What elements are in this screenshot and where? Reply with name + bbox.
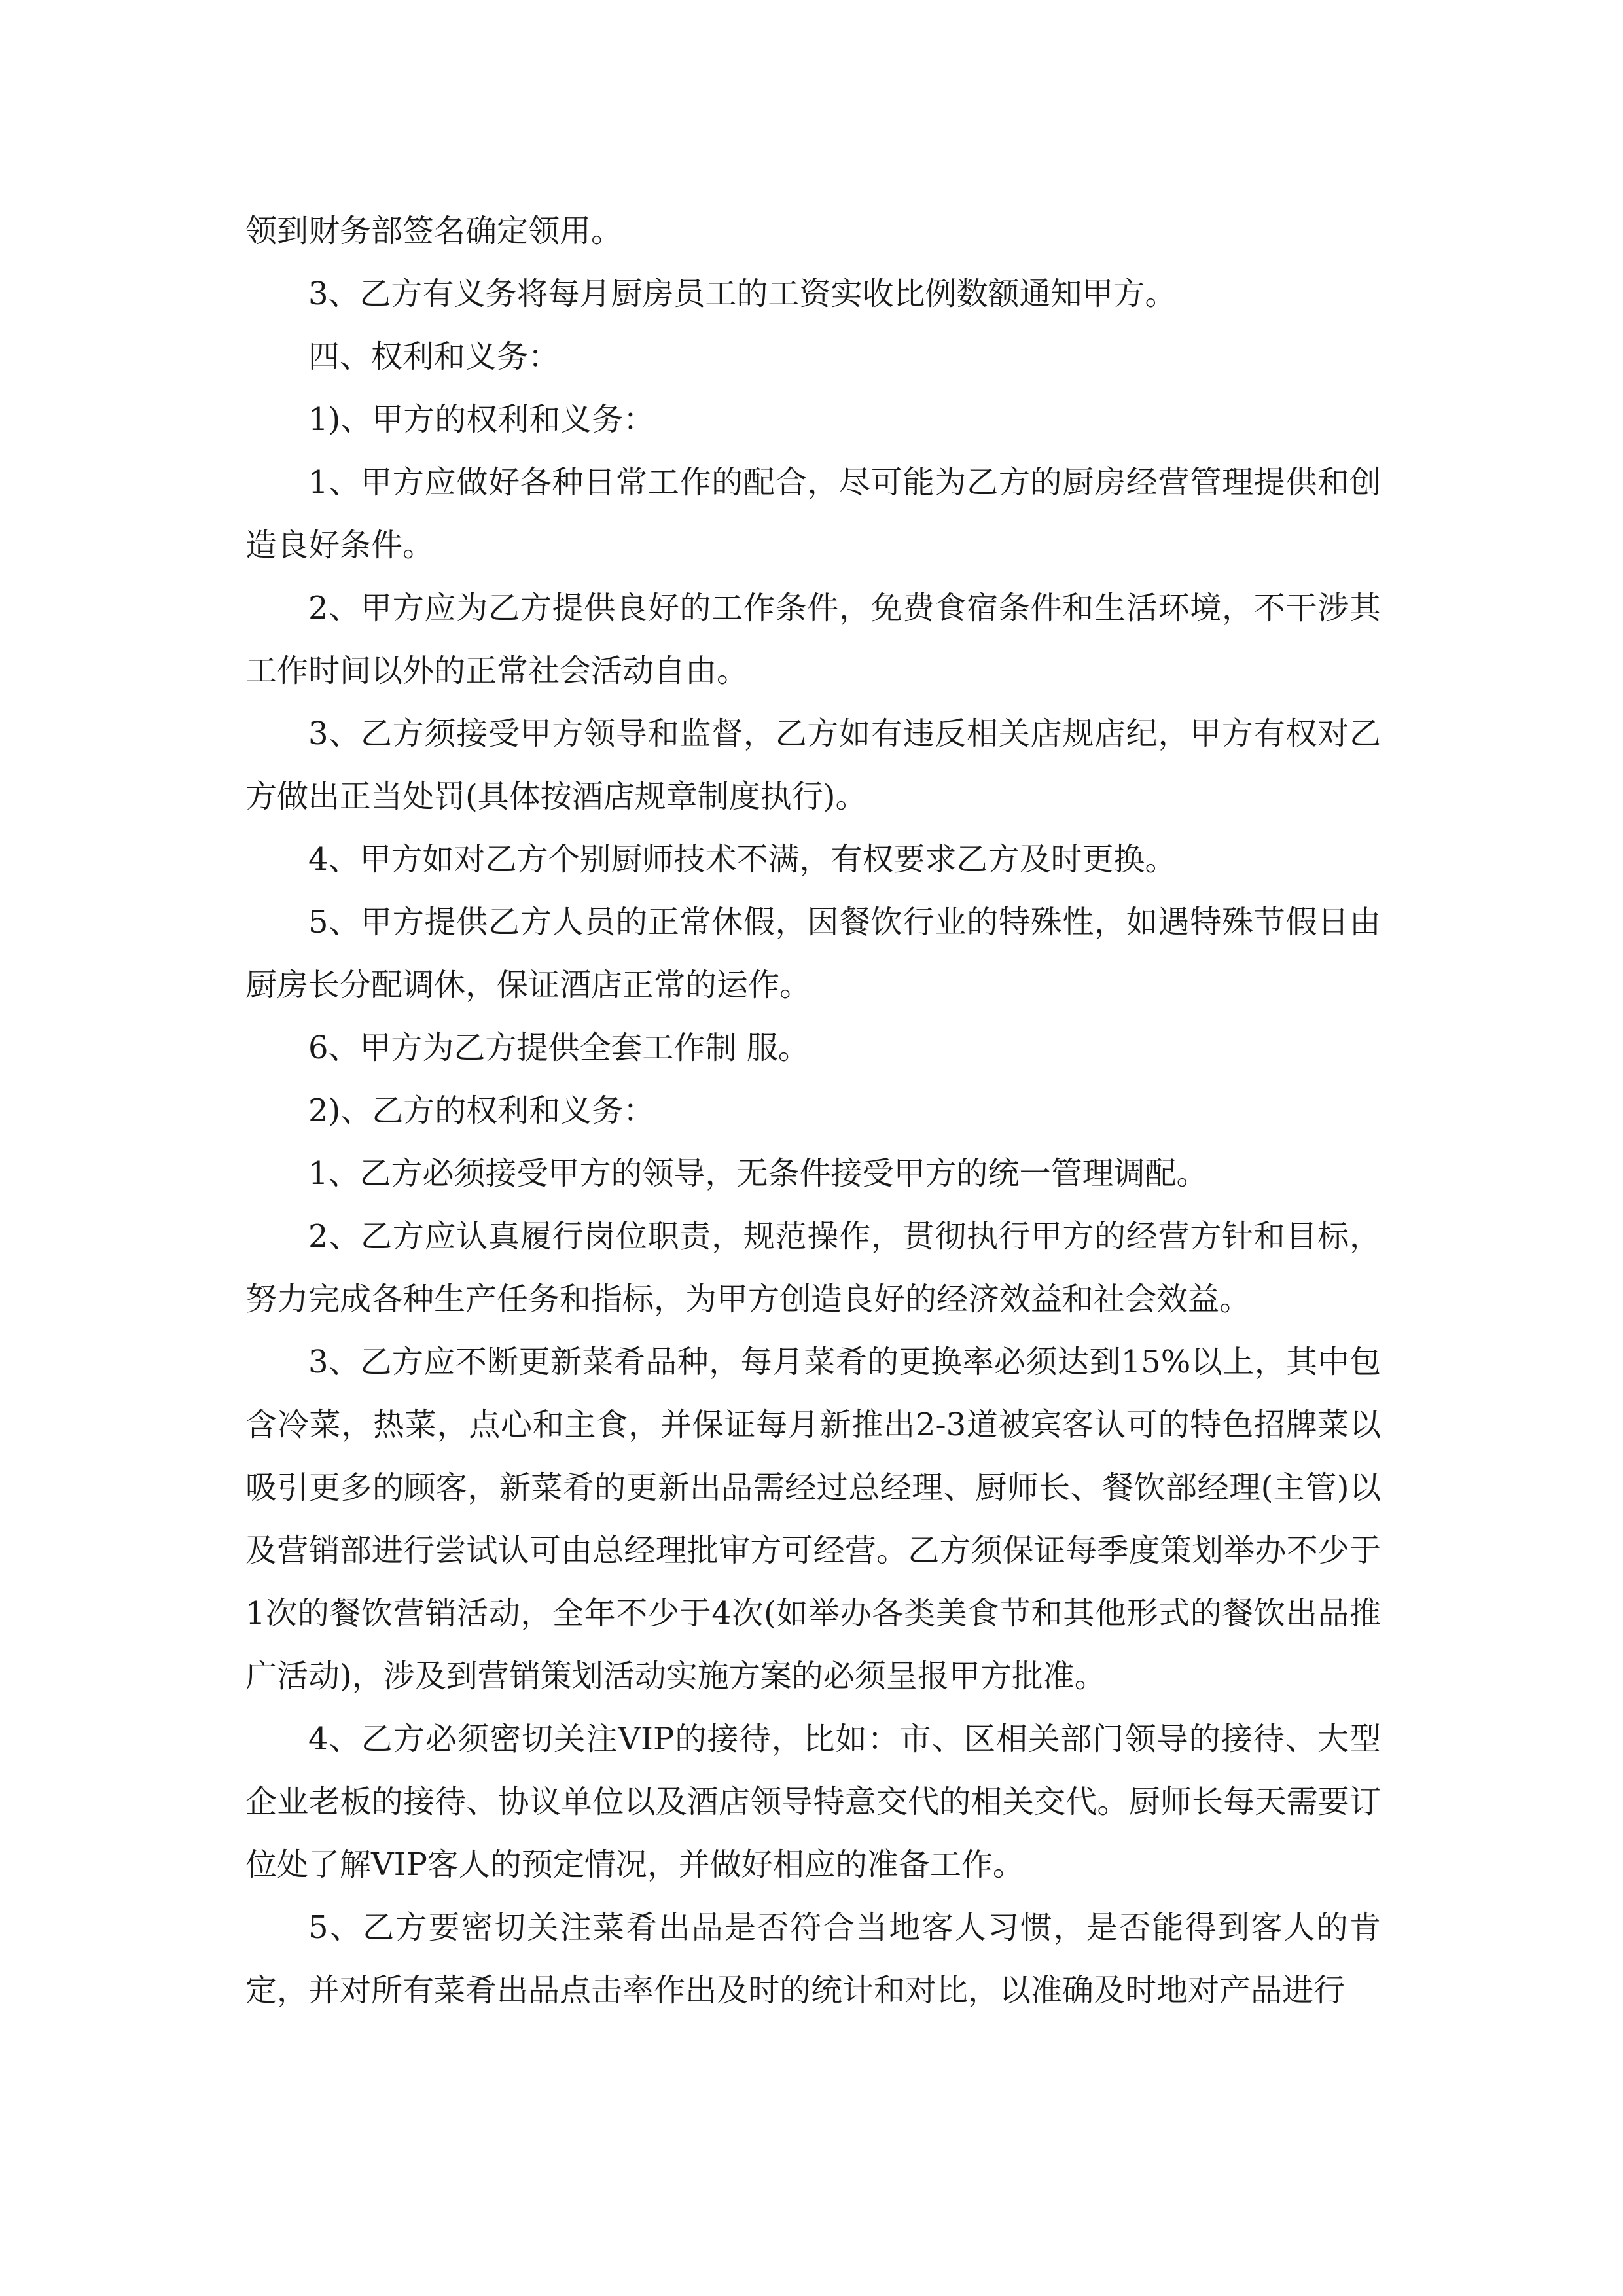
document-body: [245, 200, 1381, 2022]
subsection-heading: 2)、乙方的权利和义务：: [308, 1092, 655, 1129]
section-heading: 四、权利和义务：: [308, 338, 560, 375]
paragraph: 5、甲方提供乙方人员的正常休假，因餐饮行业的特殊性，如遇特殊节假日由厨房长分配调休，保证酒店正常的运作。: [245, 904, 1381, 1003]
paragraph: 2、甲方应为乙方提供良好的工作条件，免费食宿条件和生活环境，不干涉其工作时间以外的正常社会活动自由。: [245, 590, 1381, 689]
paragraph: 1、乙方必须接受甲方的领导，无条件接受甲方的统一管理调配。: [308, 1155, 1208, 1192]
paragraph: 4、甲方如对乙方个别厨师技术不满，有权要求乙方及时更换。: [308, 841, 1177, 878]
paragraph: 3、乙方应不断更新菜肴品种，每月菜肴的更换率必须达到15%以上，其中包含冷菜，热菜，点心和主食，并保证每月新推出2-3道被宾客认可的特色招牌菜以吸引更多的顾客，新菜肴的更新出品需经过总经理、厨师长、餐饮部经理(主管)以及营销部进行尝试认可由总经理批审方可经营。乙方须保证每季度策划举办不少于1次的餐饮营销活动，全年不少于4次(如举办各类美食节和其他形式的餐饮出品推广活动)，涉及到营销策划活动实施方案的必须呈报甲方批准。: [245, 1344, 1381, 1695]
paragraph: 5、乙方要密切关注菜肴出品是否符合当地客人习惯，是否能得到客人的肯定，并对所有菜肴出品点击率作出及时的统计和对比，以准确及时地对产品进行: [245, 1909, 1381, 2009]
paragraph: 1、甲方应做好各种日常工作的配合，尽可能为乙方的厨房经营管理提供和创造良好条件。: [245, 464, 1381, 564]
paragraph: 4、乙方必须密切关注VIP的接待，比如：市、区相关部门领导的接待、大型企业老板的接待、协议单位以及酒店领导特意交代的相关交代。厨师长每天需要订位处了解VIP客人的预定情况，并做好相应的准备工作。: [245, 1721, 1381, 1883]
paragraph: 6、甲方为乙方提供全套工作制 服。: [308, 1030, 810, 1066]
paragraph: 3、乙方有义务将每月厨房员工的工资实收比例数额通知甲方。: [308, 276, 1177, 312]
paragraph: 3、乙方须接受甲方领导和监督，乙方如有违反相关店规店纪，甲方有权对乙方做出正当处罚(具体按酒店规章制度执行)。: [245, 715, 1381, 815]
paragraph: 2、乙方应认真履行岗位职责，规范操作，贯彻执行甲方的经营方针和目标，努力完成各种生产任务和指标，为甲方创造良好的经济效益和社会效益。: [245, 1218, 1381, 1318]
paragraph-continuation: 领到财务部签名确定领用。: [245, 213, 623, 249]
subsection-heading: 1)、甲方的权利和义务：: [308, 401, 655, 438]
